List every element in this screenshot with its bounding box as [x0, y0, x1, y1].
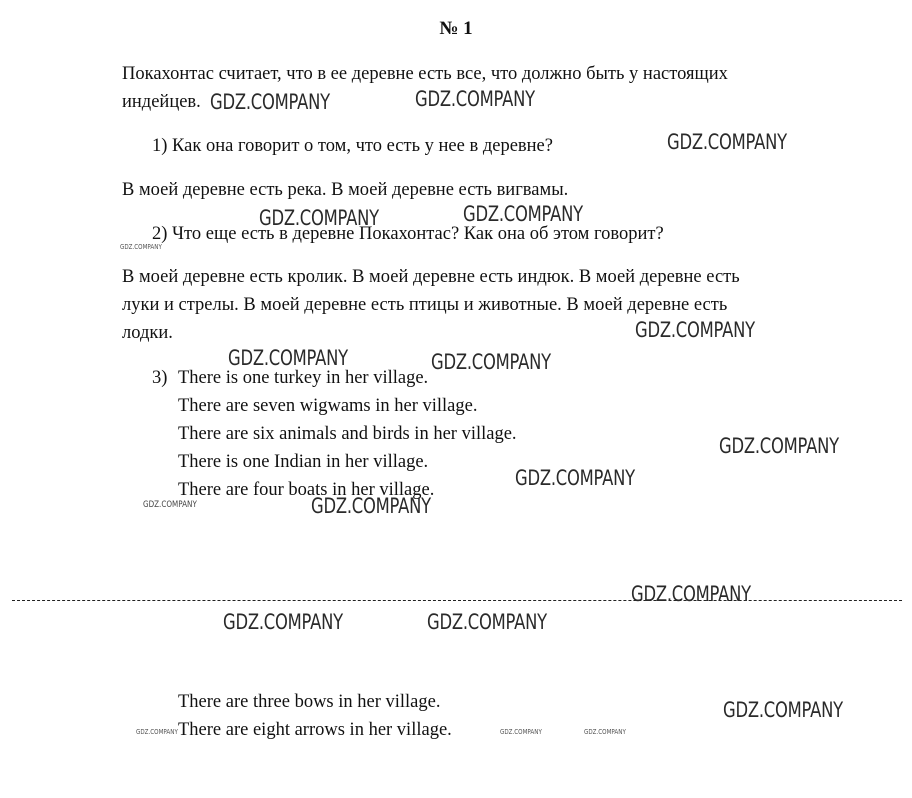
answer-2-line-3: лодки.	[122, 323, 173, 343]
watermark: GDZ.COMPANY	[431, 350, 551, 374]
intro-line-1: Покахонтас считает, что в ее деревне есть все, что должно быть у настоящих	[122, 64, 728, 84]
question-2: 2) Что еще есть в деревне Покахонтас? Как она об этом говорит?	[152, 224, 664, 244]
watermark: GDZ.COMPANY	[259, 206, 379, 230]
answer-3-line-5: There are four boats in her village.	[178, 480, 435, 500]
answer-3-line-4: There is one Indian in her village.	[178, 452, 429, 472]
intro-line-2: индейцев.	[122, 92, 201, 112]
watermark: GDZ.COMPANY	[635, 318, 755, 342]
watermark: GDZ.COMPANY	[228, 346, 348, 370]
answer-3-line-3: There are six animals and birds in her village.	[178, 424, 517, 444]
watermark: GDZ.COMPANY	[515, 466, 635, 490]
watermark: GDZ.COMPANY	[120, 243, 162, 251]
bottom-line-2: There are eight arrows in her village.	[178, 720, 452, 740]
watermark: GDZ.COMPANY	[311, 494, 431, 518]
watermark: GDZ.COMPANY	[667, 130, 787, 154]
question-3-number: 3)	[152, 368, 168, 388]
watermark: GDZ.COMPANY	[584, 728, 626, 736]
watermark: GDZ.COMPANY	[415, 87, 535, 111]
answer-1: В моей деревне есть река. В моей деревне есть вигвамы.	[122, 180, 569, 200]
page-break-divider	[12, 600, 902, 601]
answer-2-line-1: В моей деревне есть кролик. В моей деревне есть индюк. В моей деревне есть	[122, 267, 740, 287]
watermark: GDZ.COMPANY	[210, 90, 330, 114]
answer-2-line-2: луки и стрелы. В моей деревне есть птицы и животные. В моей деревне есть	[122, 295, 728, 315]
answer-3-line-2: There are seven wigwams in her village.	[178, 396, 478, 416]
watermark: GDZ.COMPANY	[463, 202, 583, 226]
watermark: GDZ.COMPANY	[136, 728, 178, 736]
bottom-line-1: There are three bows in her village.	[178, 692, 441, 712]
watermark: GDZ.COMPANY	[223, 610, 343, 634]
watermark: GDZ.COMPANY	[631, 582, 751, 606]
exercise-number: № 1	[439, 18, 473, 39]
watermark: GDZ.COMPANY	[143, 500, 197, 510]
question-1: 1) Как она говорит о том, что есть у нее в деревне?	[152, 136, 553, 156]
watermark: GDZ.COMPANY	[500, 728, 542, 736]
watermark: GDZ.COMPANY	[719, 434, 839, 458]
watermark: GDZ.COMPANY	[723, 698, 843, 722]
answer-3-line-1: There is one turkey in her village.	[178, 368, 429, 388]
watermark: GDZ.COMPANY	[427, 610, 547, 634]
